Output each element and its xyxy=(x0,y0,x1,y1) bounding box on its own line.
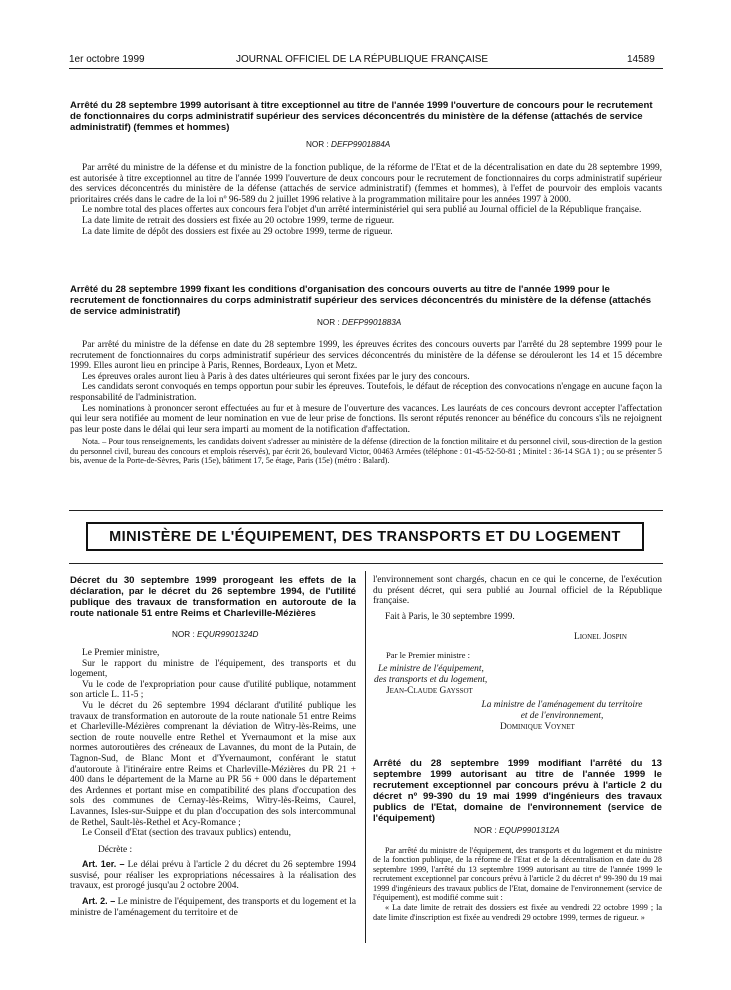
arrete-3-body xyxy=(373,846,662,922)
section-rule xyxy=(69,563,663,564)
section-1-title: Arrêté du 28 septembre 1999 autorisant à titre exceptionnel au titre de l'année 1999 l'ouverture de concours pour le recrutement de fonctionnaires du corps administratif supérieur des services déconcentrés du ministère de la défense (attachés de service administratif) (femmes et hommes) xyxy=(70,100,653,133)
section-rule xyxy=(69,510,663,511)
decree-continuation xyxy=(373,575,662,622)
section-2-title: Arrêté du 28 septembre 1999 fixant les conditions d'organisation des concours ouverts au titre de l'année 1999 pour le recrutement de fonctionnaires du corps administratif supérieur des services déconcentrés du ministère de la défense (attachés de service administratif) xyxy=(70,284,652,317)
arrete-3-quote: « La date limite de retrait des dossiers est fixée au vendredi 22 octobre 1999 ; la date limite d'inscription est fixée au vendredi 29 octobre 1999, termes de rigueur. » xyxy=(373,903,662,922)
journal-title: JOURNAL OFFICIEL DE LA RÉPUBLIQUE FRANÇAISE xyxy=(236,54,489,65)
ministry-heading: MINISTÈRE DE L'ÉQUIPEMENT, DES TRANSPORTS ET DU LOGEMENT xyxy=(109,528,621,545)
header-date: 1er octobre 1999 xyxy=(69,54,145,65)
decree-continuation-text: l'environnement sont chargés, chacun en ce qui le concerne, de l'exécution du présent décret, qui sera publié au Journal officiel de la République française. xyxy=(373,575,662,607)
column-divider xyxy=(365,571,366,943)
header-rule xyxy=(69,68,663,69)
page-number: 14589 xyxy=(627,54,655,65)
minister-1-title: Le ministre de l'équipement, des transports et du logement, xyxy=(374,664,488,685)
section-1-paragraph: La date limite de dépôt des dossiers est fixée au 29 octobre 1999, terme de rigueur. xyxy=(82,226,393,237)
decree-paragraph: Vu le code de l'expropriation pour cause d'utilité publique, notamment son article L. 11-5 ; xyxy=(70,679,356,701)
par-premier-ministre: Par le Premier ministre : xyxy=(386,650,471,660)
decree-paragraph: Le Premier ministre, xyxy=(82,648,160,658)
section-2-nor: NOR : DEFP9901883A xyxy=(317,318,402,327)
decree-nor: NOR : EQUR9901324D xyxy=(172,630,259,639)
minister-1-name: Jean-Claude Gayssot xyxy=(386,686,473,696)
decree-body xyxy=(70,648,356,918)
minister-2-title: La ministre de l'aménagement du territoire et de l'environnement, xyxy=(481,700,643,721)
section-2-note: Nota. – Pour tous renseignements, les candidats doivent s'adresser au ministère de la défense (direction de la fonction militaire et du personnel civil, sous-direction de la gestion du personnel civil, bureau des concours et emplois réservés), par écrit 26, boulevard Victor, 00463 Armées (téléphone : 01-45-52-50-81 ; Minitel : 36-14 SGA 1) ; ou se présenter 5 bis, avenue de la Porte-de-Sèvres, Paris (15e), bâtiment 17, 5e étage, Paris (15e) (métro : Balard). xyxy=(70,437,662,466)
decree-decrete: Décrète : xyxy=(98,844,133,855)
ministry-heading-box xyxy=(86,522,644,551)
decree-paragraph: Sur le rapport du ministre de l'équipement, des transports et du logement, xyxy=(70,658,356,680)
minister-2-name: Dominique Voynet xyxy=(500,722,575,732)
signatory-pm: Lionel Jospin xyxy=(574,632,627,642)
decree-article-2: Art. 2. – Le ministre de l'équipement, des transports et du logement et la ministre de l'aménagement du territoire et de xyxy=(70,896,356,918)
section-1-paragraph: Le nombre total des places offertes aux concours fera l'objet d'un arrêté interministériel qui sera publié au Journal officiel de la République française. xyxy=(82,205,642,216)
section-2-paragraph: Les candidats seront convoqués en temps opportun pour subir les épreuves. Toutefois, le défaut de réception des convocations n'engage en aucune façon la responsabilité de l'administration. xyxy=(70,382,662,403)
section-1-nor: NOR : DEFP9901884A xyxy=(306,140,391,149)
section-1-body xyxy=(70,163,662,237)
section-2-paragraph: Par arrêté du ministre de la défense en date du 28 septembre 1999, les épreuves écrites des concours ouverts par l'arrêté du 28 septembre 1999 pour le recrutement de fonctionnaires du corps administratif supérieur des services déconcentrés du ministère de la défense se dérouleront les 14 et 15 décembre 1999. Elles auront lieu en principe à Paris, Rennes, Bordeaux, Lyon et Metz. xyxy=(70,340,662,372)
arrete-3-paragraph: Par arrêté du ministre de l'équipement, des transports et du logement et du ministre de la fonction publique, de la réforme de l'Etat et de la décentralisation en date du 28 septembre 1999, l'arrêté du 13 septembre 1999 autorisant au titre de l'année 1999 le recrutement exceptionnel par concours prévu à l'article 2 du décret nº 99-390 du 19 mai 1999 d'ingénieurs des travaux publics de l'Etat, domaine de l'environnement (service de l'équipement), est modifié comme suit : xyxy=(373,846,662,903)
decree-fait: Fait à Paris, le 30 septembre 1999. xyxy=(385,611,515,622)
section-1-paragraph: Par arrêté du ministre de la défense et du ministre de la fonction publique, de la réforme de l'Etat et de la décentralisation en date du 28 septembre 1999, est autorisée à titre exceptionnel au titre de l'année 1999 l'ouverture de deux concours pour le recrutement de fonctionnaires du corps administratif supérieur des services déconcentrés du ministère de la défense (attachés de service administratif) (femmes et hommes), à l'effet de pourvoir des emplois vacants prioritaires créés dans le cadre de la loi nº 96-589 du 2 juillet 1996 relative à la programmation militaire pour les années 1997 à 2000. xyxy=(70,163,662,205)
section-2-body xyxy=(70,340,662,466)
decree-article-1: Art. 1er. – Le délai prévu à l'article 2 du décret du 26 septembre 1994 susvisé, pour réaliser les expropriations nécessaires à la réalisation des travaux, est prorogé jusqu'au 2 octobre 2004. xyxy=(70,859,357,892)
section-2-paragraph: Les épreuves orales auront lieu à Paris à des dates ultérieures qui seront fixées par le jury des concours. xyxy=(82,371,470,382)
decree-paragraph: Vu le décret du 26 septembre 1994 déclarant d'utilité publique les travaux de transformation en autoroute de la route nationale 51 entre Reims et Charleville-Mézières comprenant la déviation de Witry-lès-Reims, une section de route nouvelle entre Rethel et Yvernaumont et la mise aux normes autoroutières des créneaux de Lavannes, du mont de la Putain, de Tagnon-Sud, de Blanc Mont et d'Yvernaumont, conférant le statut d'autoroute à l'itinéraire entre Reims et Charleville-Mézières du PR 21 + 400 dans le département de la Marne au PR 56 + 000 dans le département des Ardennes et portant mise en compatibilité des plans d'occupation des sols des communes de Cernay-lès-Reims, Witry-lès-Reims, Caurel, Lavannes, Isles-sur-Suippe et du plan d'occupation des sols intercommunal de Rethel, Sault-lès-Rethel et Acy-Romance ; xyxy=(70,700,356,828)
arrete-3-nor: NOR : EQUP9901312A xyxy=(474,826,560,835)
decree-paragraph: Le Conseil d'Etat (section des travaux publics) entendu, xyxy=(82,828,291,839)
decree-title: Décret du 30 septembre 1999 prorogeant les effets de la déclaration, par le décret du 26 septembre 1994, de l'utilité publique des travaux de transformation en autoroute de la route nationale 51 entre Reims et Charleville-Mézières xyxy=(70,575,356,619)
section-2-paragraph: Les nominations à prononcer seront effectuées au fur et à mesure de l'ouverture des vacances. Les lauréats de ces concours devront accepter l'affectation qui leur sera notifiée au moment de leur nomination en vue de leur prise de fonctions. Ils seront réputés renoncer au bénéfice du concours s'ils ne rejoignent pas leur poste dans le délai qui leur sera imparti au moment de la notification d'affectation. xyxy=(70,403,662,435)
arrete-3-title: Arrêté du 28 septembre 1999 modifiant l'arrêté du 13 septembre 1999 autorisant au titre de l'année 1999 le recrutement exceptionnel par concours prévu à l'article 2 du décret nº 99-390 du 19 mai 1999 d'ingénieurs des travaux publics de l'Etat, domaine de l'environnement (service de l'équipement) xyxy=(373,758,662,824)
section-1-paragraph: La date limite de retrait des dossiers est fixée au 20 octobre 1999, terme de rigueur. xyxy=(82,215,395,226)
